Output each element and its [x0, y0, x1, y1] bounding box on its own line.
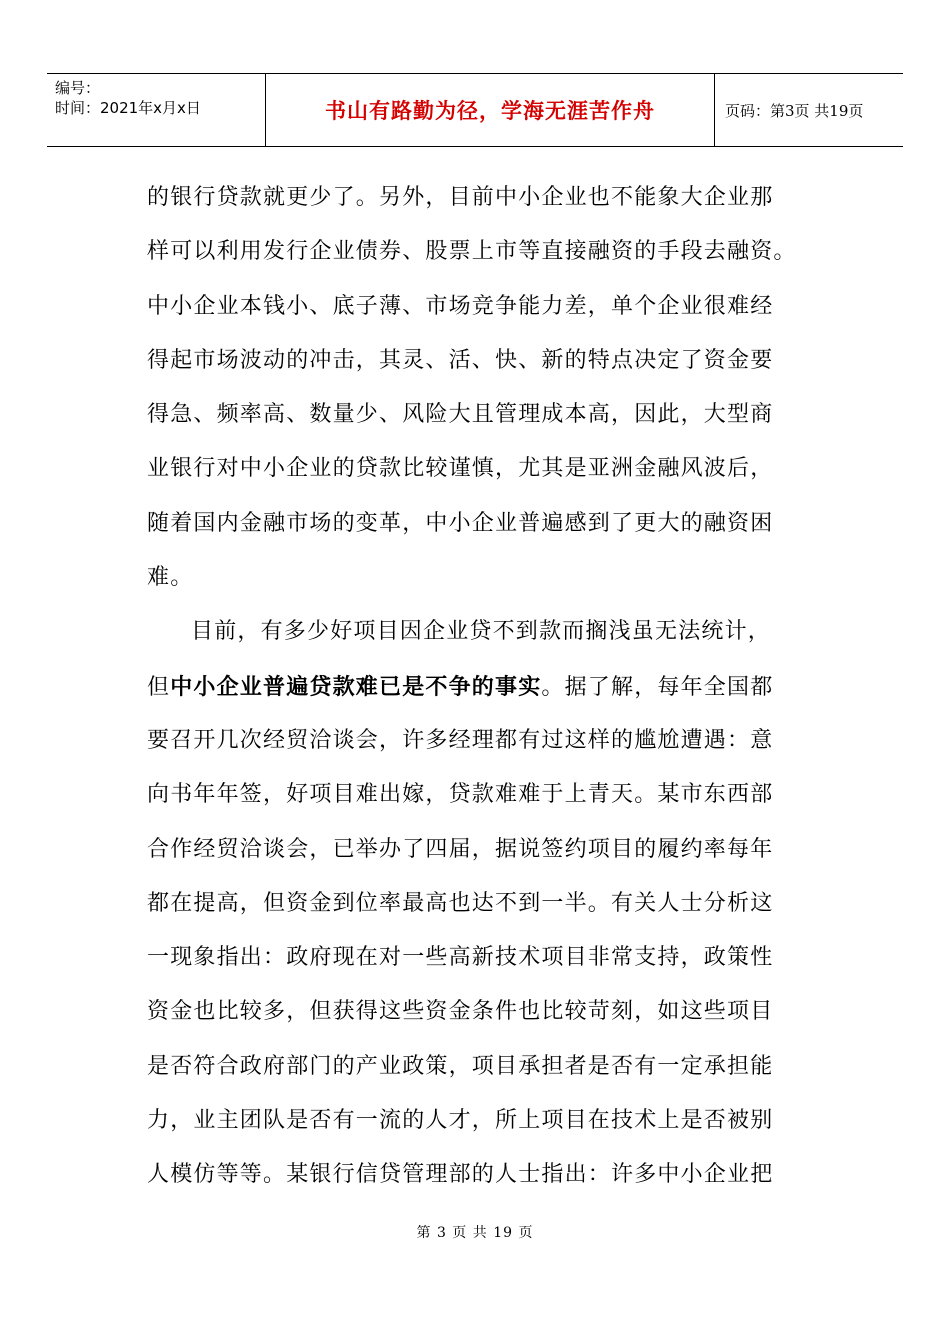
page-footer: 第 3 页 共 19 页 — [416, 1225, 534, 1241]
header-page-info: 页码：第3页 共19页 — [725, 101, 864, 120]
body-line: 样可以利用发行企业债券、股票上市等直接融资的手段去融资。 — [147, 239, 797, 265]
mixed-prefix: 但 — [147, 674, 171, 700]
body-line: 合作经贸洽谈会，已举办了四届，据说签约项目的履约率每年 — [147, 836, 774, 862]
body-line: 力，业主团队是否有一流的人才，所上项目在技术上是否被别 — [147, 1108, 774, 1134]
body-line: 得急、频率高、数量少、风险大且管理成本高，因此，大型商 — [147, 402, 774, 428]
body-line: 中小企业本钱小、底子薄、市场竞争能力差，单个企业很难经 — [147, 293, 774, 319]
body-line: 是否符合政府部门的产业政策，项目承担者是否有一定承担能 — [147, 1053, 774, 1079]
body-line: 人模仿等等。某银行信贷管理部的人士指出：许多中小企业把 — [147, 1162, 774, 1188]
body-line: 业银行对中小企业的贷款比较谨慎，尤其是亚洲金融风波后， — [147, 456, 774, 482]
document-date-label: 时间：2021年x月x日 — [55, 99, 201, 117]
mixed-suffix: 。据了解，每年全国都 — [541, 674, 774, 700]
header-motto-cell — [265, 74, 715, 146]
body-line: 难。 — [147, 565, 194, 591]
body-line: 得起市场波动的冲击，其灵、活、快、新的特点决定了资金要 — [147, 347, 774, 373]
body-line: 都在提高，但资金到位率最高也达不到一半。有关人士分析这 — [147, 890, 774, 916]
document-header — [47, 73, 903, 147]
body-line: 一现象指出：政府现在对一些高新技术项目非常支持，政策性 — [147, 945, 774, 971]
header-page-info-cell — [715, 74, 903, 146]
header-motto: 书山有路勤为径，学海无涯苦作舟 — [325, 99, 655, 123]
emphasized-text: 中小企业普遍贷款难已是不争的事实 — [170, 673, 542, 700]
document-body — [147, 176, 807, 1208]
body-line: 的银行贷款就更少了。另外，目前中小企业也不能象大企业那 — [147, 185, 774, 210]
header-meta — [47, 74, 265, 146]
body-line-mixed — [147, 665, 807, 719]
body-line: 随着国内金融市场的变革，中小企业普遍感到了更大的融资困 — [147, 510, 774, 536]
body-line: 向书年年签，好项目难出嫁，贷款难难于上青天。某市东西部 — [147, 782, 774, 808]
paragraph-start-line: 目前，有多少好项目因企业贷不到款而搁浅虽无法统计， — [191, 619, 772, 645]
body-line: 资金也比较多，但获得这些资金条件也比较苛刻，如这些项目 — [147, 999, 774, 1025]
document-number-label: 编号： — [55, 79, 101, 97]
body-line: 要召开几次经贸洽谈会，许多经理都有过这样的尴尬遭遇：意 — [147, 727, 774, 753]
